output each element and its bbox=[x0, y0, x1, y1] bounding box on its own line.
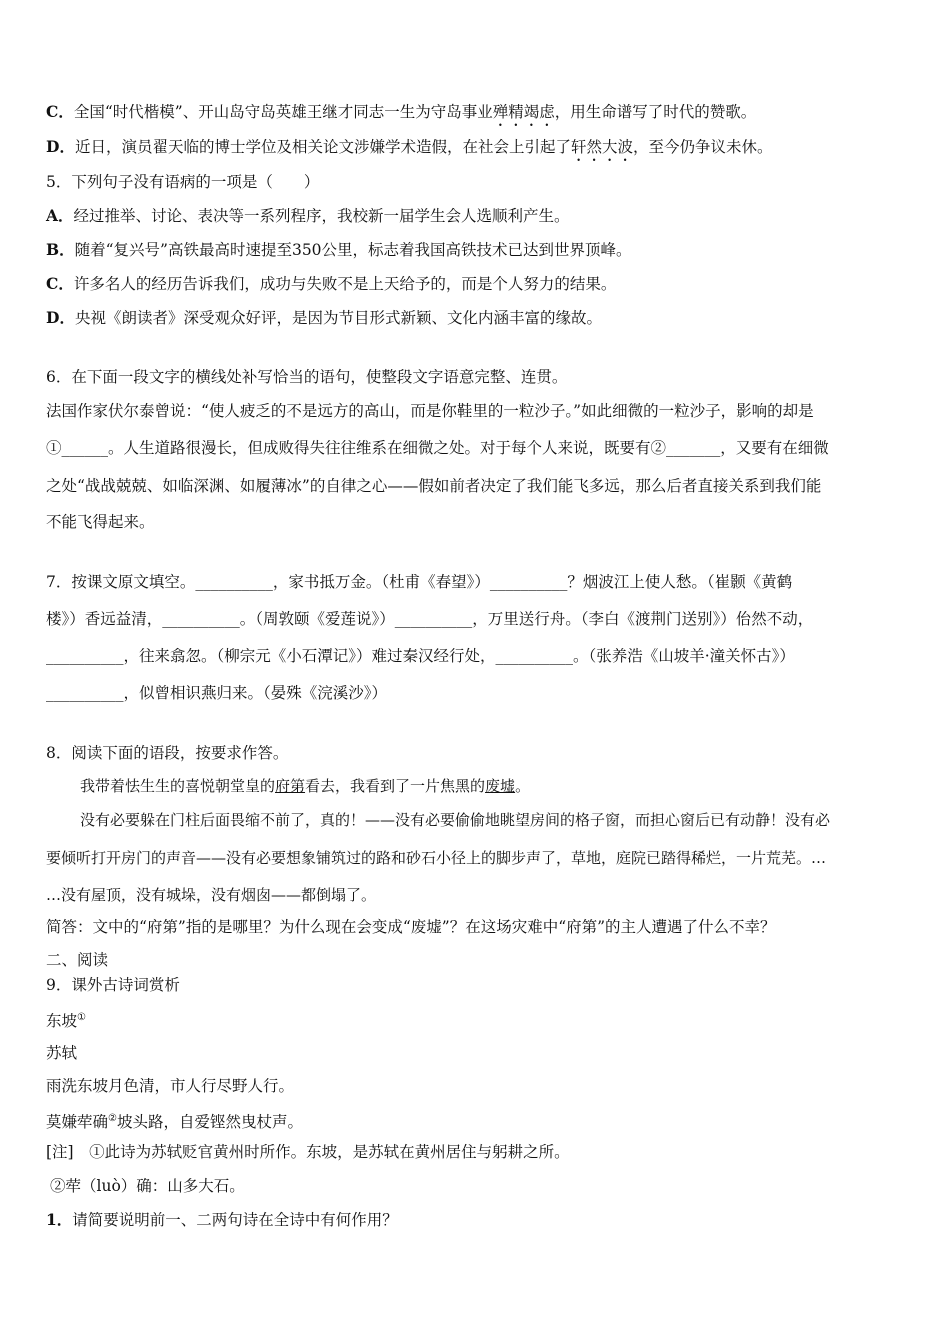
option-letter: C． bbox=[46, 102, 74, 121]
q7-line-3: __________，往来翕忽。（柳宗元《小石潭记》）难过秦汉经行处，__________。（张养浩《山坡羊·潼关怀古》） bbox=[46, 647, 795, 665]
emphasized-idiom: 轩然大波 bbox=[570, 138, 633, 156]
poem-title: 东坡① bbox=[46, 1012, 86, 1031]
underlined-term: 废墟 bbox=[485, 777, 516, 795]
q9-stem: 9．课外古诗词赏析 bbox=[46, 976, 180, 994]
underlined-term: 府第 bbox=[275, 777, 306, 795]
q4-option-d: D．近日，演员翟天临的博士学位及相关论文涉嫌学术造假，在社会上引起了轩然大波，至今仍争议未休。 bbox=[46, 137, 773, 156]
emphasized-idiom: 殚精竭虑 bbox=[492, 103, 555, 121]
q7-line-4: __________，似曾相识燕归来。（晏殊《浣溪沙》） bbox=[46, 684, 388, 702]
q8-passage-para-2-line-3: …没有屋顶，没有城垛，没有烟囱——都倒塌了。 bbox=[46, 886, 377, 904]
q5-option-c: C．许多名人的经历告诉我们，成功与失败不是上天给予的，而是个人努力的结果。 bbox=[46, 274, 617, 293]
poem-line-1: 雨洗东坡月色清，市人行尽野人行。 bbox=[46, 1077, 295, 1095]
q5-option-d: D．央视《朗读者》深受观众好评，是因为节目形式新颖、文化内涵丰富的缘故。 bbox=[46, 308, 602, 327]
q8-passage-para-2-line-2: 要倾听打开房门的声音——没有必要想象铺筑过的路和砂石小径上的脚步声了，草地，庭院已踏得稀烂，一片荒芜。… bbox=[46, 849, 827, 867]
q6-passage-line-1: 法国作家伏尔泰曾说：“使人疲乏的不是远方的高山，而是你鞋里的一粒沙子。”如此细微的一粒沙子，影响的却是 bbox=[46, 402, 814, 420]
q6-stem: 6．在下面一段文字的横线处补写恰当的语句，使整段文字语意完整、连贯。 bbox=[46, 368, 568, 386]
poem-author: 苏轼 bbox=[46, 1044, 78, 1062]
poem-note-2: ②荦（luò）确：山多大石。 bbox=[50, 1177, 245, 1195]
q7-line-1: 7．按课文原文填空。__________，家书抵万金。（杜甫《春望》）__________？烟波江上使人愁。（崔颢《黄鹤 bbox=[46, 573, 793, 591]
q6-passage-line-3: 之处“战战兢兢、如临深渊、如履薄冰”的自律之心——假如前者决定了我们能飞多远，那么后者直接关系到我们能 bbox=[46, 477, 822, 495]
q7-line-2: 楼》）香远益清，__________。（周敦颐《爱莲说》）__________，万里送行舟。（李白《渡荆门送别》）佁然不动， bbox=[46, 610, 814, 628]
q8-question: 简答：文中的“府第”指的是哪里？为什么现在会变成“废墟”？在这场灾难中“府第”的主人遭遇了什么不幸？ bbox=[46, 918, 776, 936]
footnote-marker: ② bbox=[108, 1113, 117, 1124]
poem-note-1: [注] ①此诗为苏轼贬官黄州时所作。东坡，是苏轼在黄州居住与躬耕之所。 bbox=[46, 1143, 570, 1161]
q8-passage-para-2-line-1: 没有必要躲在门柱后面畏缩不前了，真的！——没有必要偷偷地眺望房间的格子窗，而担心窗后已有动静！没有必 bbox=[80, 811, 831, 829]
q8-passage-para-1: 我带着怯生生的喜悦朝堂皇的府第看去，我看到了一片焦黑的废墟。 bbox=[80, 777, 531, 795]
q6-passage-line-4: 不能飞得起来。 bbox=[46, 513, 155, 531]
q6-passage-line-2: ①______。人生道路很漫长，但成败得失往往维系在细微之处。对于每个人来说，既要有②_______，又要有在细微 bbox=[46, 439, 829, 457]
footnote-marker: ① bbox=[77, 1012, 86, 1023]
q5-option-b: B．随着“复兴号”高铁最高时速提至350公里，标志着我国高铁技术已达到世界顶峰。 bbox=[46, 240, 632, 259]
poem-line-2: 莫嫌荦确②坡头路，自爱铿然曳杖声。 bbox=[46, 1113, 303, 1132]
q8-stem: 8．阅读下面的语段，按要求作答。 bbox=[46, 744, 289, 762]
q4-option-c: C．全国“时代楷模”、开山岛守岛英雄王继才同志一生为守岛事业殚精竭虑，用生命谱写了时代的赞歌。 bbox=[46, 102, 757, 121]
section-heading: 二、阅读 bbox=[46, 951, 109, 969]
q9-subquestion-1: 1．请简要说明前一、二两句诗在全诗中有何作用？ bbox=[46, 1210, 398, 1229]
q5-stem: 5．下列句子没有语病的一项是（ ） bbox=[46, 173, 320, 191]
option-letter: D． bbox=[46, 137, 75, 156]
q5-option-a: A．经过推举、讨论、表决等一系列程序，我校新一届学生会人选顺利产生。 bbox=[46, 206, 570, 225]
